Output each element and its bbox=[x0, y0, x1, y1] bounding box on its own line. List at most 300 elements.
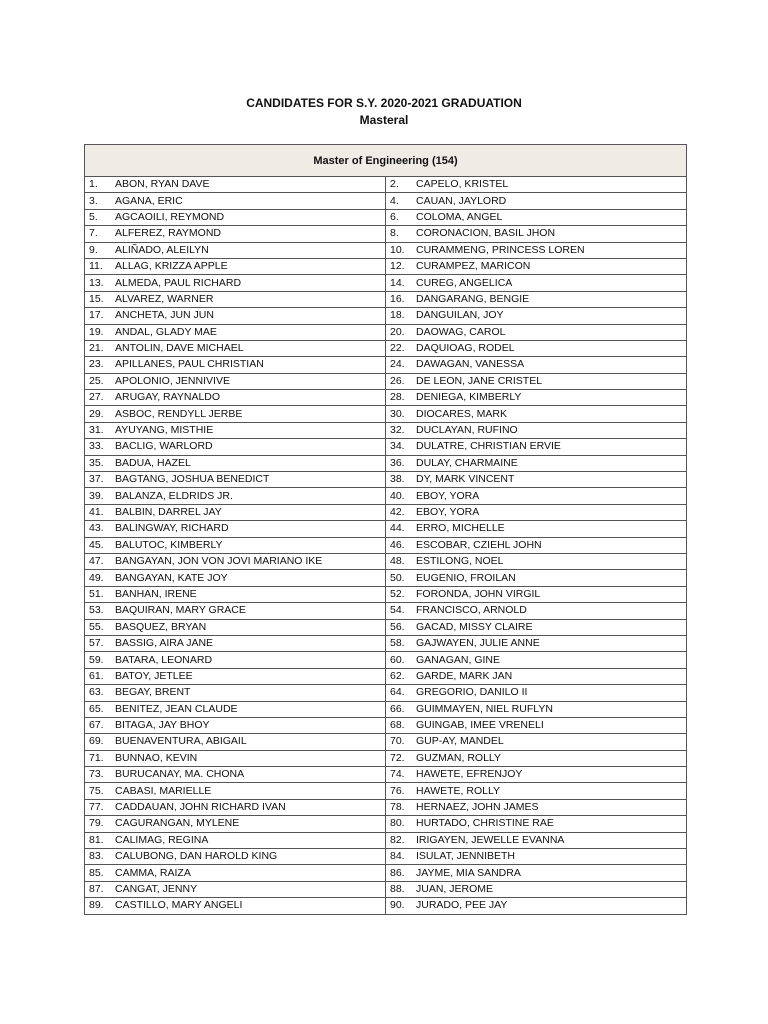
candidate-cell-right bbox=[386, 504, 687, 520]
candidate-number: 12. bbox=[390, 260, 405, 273]
table-row bbox=[85, 422, 687, 438]
candidate-name: BAQUIRAN, MARY GRACE bbox=[115, 604, 246, 617]
candidate-number: 80. bbox=[390, 817, 405, 830]
candidate-name: HAWETE, ROLLY bbox=[416, 784, 501, 797]
candidate-cell-right bbox=[386, 701, 687, 717]
candidate-cell-right bbox=[386, 570, 687, 586]
candidate-cell-right bbox=[386, 193, 687, 209]
candidate-number: 83. bbox=[89, 850, 104, 863]
candidate-name: CORONACION, BASIL JHON bbox=[416, 227, 556, 240]
candidate-name: BASQUEZ, BRYAN bbox=[115, 620, 207, 633]
table-row bbox=[85, 291, 687, 307]
candidate-number: 28. bbox=[390, 391, 405, 404]
candidate-name: DAQUIOAG, RODEL bbox=[416, 342, 515, 355]
candidate-cell-left bbox=[85, 209, 386, 225]
candidate-number: 7. bbox=[89, 227, 98, 240]
candidate-cell-left bbox=[85, 717, 386, 733]
candidate-name: BALBIN, DARREL JAY bbox=[115, 506, 222, 518]
table-row bbox=[85, 570, 687, 586]
candidate-cell-left bbox=[85, 406, 386, 422]
table-row bbox=[85, 816, 687, 832]
candidate-cell-right bbox=[386, 553, 687, 569]
candidate-name: CALIMAG, REGINA bbox=[115, 833, 209, 846]
candidate-cell-left bbox=[85, 783, 386, 799]
candidate-cell-left bbox=[85, 324, 386, 340]
candidate-name: EBOY, YORA bbox=[416, 489, 480, 502]
candidate-cell-right bbox=[386, 865, 687, 881]
candidate-cell-left bbox=[85, 685, 386, 701]
candidate-cell-left bbox=[85, 521, 386, 537]
candidate-cell-left bbox=[85, 390, 386, 406]
candidate-cell-left bbox=[85, 603, 386, 619]
candidate-cell-right bbox=[386, 422, 687, 438]
candidate-name: BADUA, HAZEL bbox=[115, 456, 191, 469]
candidate-name: CASTILLO, MARY ANGELI bbox=[115, 899, 243, 912]
table-row bbox=[85, 177, 687, 193]
candidate-number: 45. bbox=[89, 538, 104, 551]
candidate-name: HAWETE, EFRENJOY bbox=[416, 768, 523, 781]
table-row bbox=[85, 455, 687, 471]
candidate-number: 22. bbox=[390, 342, 405, 355]
candidate-cell-left bbox=[85, 586, 386, 602]
table-header-row bbox=[85, 145, 687, 177]
candidate-cell-right bbox=[386, 488, 687, 504]
candidate-name: JUAN, JEROME bbox=[416, 882, 494, 895]
candidate-number: 18. bbox=[390, 309, 405, 322]
table-row bbox=[85, 619, 687, 635]
candidate-cell-left bbox=[85, 357, 386, 373]
candidate-name: GUIMMAYEN, NIEL RUFLYN bbox=[416, 702, 553, 715]
candidate-cell-right bbox=[386, 455, 687, 471]
candidate-name: CURAMPEZ, MARICON bbox=[416, 260, 531, 273]
candidate-name: ERRO, MICHELLE bbox=[416, 522, 505, 535]
table-row bbox=[85, 603, 687, 619]
candidate-name: HERNAEZ, JOHN JAMES bbox=[416, 801, 539, 814]
candidate-cell-left bbox=[85, 422, 386, 438]
candidate-cell-left bbox=[85, 291, 386, 307]
candidate-cell-right bbox=[386, 357, 687, 373]
candidate-number: 54. bbox=[390, 604, 405, 617]
candidate-number: 70. bbox=[390, 735, 405, 748]
candidate-cell-right bbox=[386, 390, 687, 406]
candidate-cell-right bbox=[386, 635, 687, 651]
candidate-cell-left bbox=[85, 898, 386, 914]
candidate-cell-left bbox=[85, 635, 386, 651]
candidate-number: 77. bbox=[89, 801, 104, 814]
candidate-name: CADDAUAN, JOHN RICHARD IVAN bbox=[115, 801, 286, 814]
candidate-name: GUZMAN, ROLLY bbox=[416, 751, 501, 764]
candidate-number: 56. bbox=[390, 620, 405, 633]
candidate-number: 5. bbox=[89, 210, 98, 223]
candidate-name: CUREG, ANGELICA bbox=[416, 276, 513, 289]
table-row bbox=[85, 357, 687, 373]
candidate-number: 65. bbox=[89, 702, 104, 715]
candidate-number: 90. bbox=[390, 899, 405, 912]
table-row bbox=[85, 783, 687, 799]
candidate-name: ANDAL, GLADY MAE bbox=[115, 325, 217, 338]
candidate-name: BUENAVENTURA, ABIGAIL bbox=[115, 735, 247, 748]
document-title: CANDIDATES FOR S.Y. 2020-2021 GRADUATION bbox=[246, 96, 522, 110]
table-row bbox=[85, 308, 687, 324]
candidate-cell-left bbox=[85, 881, 386, 897]
candidate-number: 25. bbox=[89, 374, 104, 387]
candidate-name: AGANA, ERIC bbox=[115, 194, 183, 207]
candidate-name: BENITEZ, JEAN CLAUDE bbox=[115, 702, 238, 715]
candidate-cell-left bbox=[85, 308, 386, 324]
candidate-name: GARDE, MARK JAN bbox=[416, 669, 513, 682]
table-row bbox=[85, 504, 687, 520]
candidate-number: 41. bbox=[89, 506, 104, 518]
candidate-cell-right bbox=[386, 308, 687, 324]
candidate-cell-right bbox=[386, 652, 687, 668]
candidate-cell-right bbox=[386, 603, 687, 619]
candidate-number: 30. bbox=[390, 407, 405, 420]
table-row bbox=[85, 258, 687, 274]
candidate-name: EUGENIO, FROILAN bbox=[416, 571, 516, 584]
candidate-name: BANGAYAN, KATE JOY bbox=[115, 571, 228, 584]
candidate-number: 1. bbox=[89, 178, 98, 191]
candidate-cell-left bbox=[85, 799, 386, 815]
candidate-cell-left bbox=[85, 439, 386, 455]
candidate-name: ESCOBAR, CZIEHL JOHN bbox=[416, 538, 542, 551]
candidate-number: 33. bbox=[89, 440, 104, 453]
candidate-name: DULATRE, CHRISTIAN ERVIE bbox=[416, 440, 561, 453]
candidate-number: 47. bbox=[89, 555, 104, 568]
candidate-name: BATARA, LEONARD bbox=[115, 653, 213, 666]
candidate-number: 48. bbox=[390, 555, 405, 568]
candidate-number: 64. bbox=[390, 686, 405, 699]
table-row bbox=[85, 406, 687, 422]
candidate-name: COLOMA, ANGEL bbox=[416, 210, 503, 223]
table-row bbox=[85, 865, 687, 881]
candidate-number: 10. bbox=[390, 243, 405, 256]
table-row bbox=[85, 472, 687, 488]
candidate-cell-left bbox=[85, 849, 386, 865]
candidate-name: APILLANES, PAUL CHRISTIAN bbox=[115, 358, 264, 371]
table-row bbox=[85, 373, 687, 389]
table-row bbox=[85, 193, 687, 209]
candidate-cell-right bbox=[386, 242, 687, 258]
table-row bbox=[85, 701, 687, 717]
candidate-number: 34. bbox=[390, 440, 405, 453]
candidate-number: 75. bbox=[89, 784, 104, 797]
candidate-name: BATOY, JETLEE bbox=[115, 669, 193, 682]
table-row bbox=[85, 340, 687, 356]
table-row bbox=[85, 275, 687, 291]
candidate-number: 74. bbox=[390, 768, 405, 781]
candidate-cell-right bbox=[386, 849, 687, 865]
candidate-name: ANTOLIN, DAVE MICHAEL bbox=[115, 342, 244, 355]
candidate-name: CAPELO, KRISTEL bbox=[416, 178, 509, 191]
candidate-cell-right bbox=[386, 209, 687, 225]
candidate-cell-left bbox=[85, 832, 386, 848]
candidate-name: CAGURANGAN, MYLENE bbox=[115, 817, 240, 830]
candidate-number: 67. bbox=[89, 719, 104, 732]
candidate-number: 61. bbox=[89, 669, 104, 682]
candidate-name: CURAMMENG, PRINCESS LOREN bbox=[416, 243, 585, 256]
candidate-number: 78. bbox=[390, 801, 405, 814]
candidate-cell-right bbox=[386, 340, 687, 356]
candidate-number: 84. bbox=[390, 850, 405, 863]
candidate-name: HURTADO, CHRISTINE RAE bbox=[416, 817, 554, 830]
candidate-number: 26. bbox=[390, 374, 405, 387]
candidate-name: DAWAGAN, VANESSA bbox=[416, 358, 525, 371]
candidate-cell-right bbox=[386, 291, 687, 307]
candidate-name: ISULAT, JENNIBETH bbox=[416, 850, 515, 863]
candidate-number: 13. bbox=[89, 276, 104, 289]
candidate-name: CAUAN, JAYLORD bbox=[416, 194, 507, 207]
candidate-number: 37. bbox=[89, 473, 104, 486]
candidate-number: 9. bbox=[89, 243, 98, 256]
candidate-number: 2. bbox=[390, 178, 399, 191]
table-row bbox=[85, 652, 687, 668]
candidate-cell-left bbox=[85, 652, 386, 668]
table-row bbox=[85, 390, 687, 406]
candidate-number: 63. bbox=[89, 686, 104, 699]
candidate-cell-left bbox=[85, 767, 386, 783]
candidate-name: CALUBONG, DAN HAROLD KING bbox=[115, 850, 278, 863]
candidate-cell-left bbox=[85, 537, 386, 553]
table-row bbox=[85, 553, 687, 569]
table-row bbox=[85, 767, 687, 783]
table-row bbox=[85, 586, 687, 602]
candidate-name: ALLAG, KRIZZA APPLE bbox=[115, 260, 228, 273]
candidate-number: 44. bbox=[390, 522, 405, 535]
candidate-name: BACLIG, WARLORD bbox=[115, 440, 213, 453]
candidate-name: GANAGAN, GINE bbox=[416, 653, 501, 666]
candidate-number: 68. bbox=[390, 719, 405, 732]
table-row bbox=[85, 685, 687, 701]
candidate-cell-right bbox=[386, 783, 687, 799]
candidate-name: GUP-AY, MANDEL bbox=[416, 735, 504, 748]
table-row bbox=[85, 488, 687, 504]
candidate-cell-right bbox=[386, 717, 687, 733]
candidate-number: 36. bbox=[390, 456, 405, 469]
candidate-cell-left bbox=[85, 701, 386, 717]
candidate-cell-right bbox=[386, 324, 687, 340]
candidate-number: 55. bbox=[89, 620, 104, 633]
candidate-name: BALANZA, ELDRIDS JR. bbox=[115, 489, 233, 502]
candidate-number: 82. bbox=[390, 833, 405, 846]
candidate-cell-right bbox=[386, 586, 687, 602]
candidate-number: 40. bbox=[390, 489, 405, 502]
candidate-number: 76. bbox=[390, 784, 405, 797]
candidate-cell-right bbox=[386, 734, 687, 750]
candidate-name: IRIGAYEN, JEWELLE EVANNA bbox=[416, 833, 565, 846]
candidate-name: GUINGAB, IMEE VRENELI bbox=[416, 719, 544, 732]
candidate-name: BANHAN, IRENE bbox=[115, 587, 197, 600]
table-row bbox=[85, 849, 687, 865]
candidate-cell-right bbox=[386, 881, 687, 897]
candidate-number: 17. bbox=[89, 309, 104, 322]
candidate-name: BALUTOC, KIMBERLY bbox=[115, 538, 223, 551]
table-row bbox=[85, 209, 687, 225]
table-row bbox=[85, 881, 687, 897]
candidate-name: JURADO, PEE JAY bbox=[416, 899, 508, 912]
candidate-name: ANCHETA, JUN JUN bbox=[115, 309, 214, 322]
candidate-name: CAMMA, RAIZA bbox=[115, 866, 191, 879]
candidate-name: ALMEDA, PAUL RICHARD bbox=[115, 276, 242, 289]
candidate-name: ASBOC, RENDYLL JERBE bbox=[115, 407, 243, 420]
candidate-number: 69. bbox=[89, 735, 104, 748]
candidate-cell-left bbox=[85, 734, 386, 750]
candidate-cell-left bbox=[85, 258, 386, 274]
candidate-cell-left bbox=[85, 668, 386, 684]
table-row bbox=[85, 898, 687, 914]
candidate-cell-left bbox=[85, 340, 386, 356]
table-row bbox=[85, 226, 687, 242]
candidate-name: ALIÑADO, ALEILYN bbox=[115, 243, 209, 256]
candidate-cell-left bbox=[85, 242, 386, 258]
candidate-cell-left bbox=[85, 553, 386, 569]
candidate-number: 58. bbox=[390, 637, 405, 650]
candidate-number: 20. bbox=[390, 325, 405, 338]
candidate-number: 14. bbox=[390, 276, 405, 289]
candidate-name: BANGAYAN, JON VON JOVI MARIANO IKE bbox=[115, 555, 323, 568]
candidate-name: JAYME, MIA SANDRA bbox=[416, 866, 521, 879]
candidate-number: 49. bbox=[89, 571, 104, 584]
candidate-name: DANGUILAN, JOY bbox=[416, 309, 504, 322]
candidate-cell-left bbox=[85, 472, 386, 488]
candidate-number: 87. bbox=[89, 882, 104, 895]
candidate-name: GAJWAYEN, JULIE ANNE bbox=[416, 637, 540, 650]
candidate-name: CANGAT, JENNY bbox=[115, 882, 198, 895]
candidate-cell-right bbox=[386, 521, 687, 537]
candidate-number: 89. bbox=[89, 899, 104, 912]
candidate-name: GREGORIO, DANILO II bbox=[416, 686, 528, 699]
candidate-cell-right bbox=[386, 767, 687, 783]
candidate-name: BAGTANG, JOSHUA BENEDICT bbox=[115, 473, 270, 486]
candidate-number: 43. bbox=[89, 522, 104, 535]
candidate-number: 85. bbox=[89, 866, 104, 879]
candidate-number: 23. bbox=[89, 358, 104, 371]
table-body bbox=[85, 177, 687, 915]
candidate-number: 3. bbox=[89, 194, 98, 207]
candidate-number: 62. bbox=[390, 669, 405, 682]
candidate-cell-right bbox=[386, 177, 687, 193]
table-row bbox=[85, 717, 687, 733]
candidate-name: DAOWAG, CAROL bbox=[416, 325, 506, 338]
candidate-name: CABASI, MARIELLE bbox=[115, 784, 212, 797]
candidate-number: 59. bbox=[89, 653, 104, 666]
table-row bbox=[85, 521, 687, 537]
candidate-number: 46. bbox=[390, 538, 405, 551]
candidate-name: BALINGWAY, RICHARD bbox=[115, 522, 229, 535]
candidate-number: 50. bbox=[390, 571, 405, 584]
candidate-number: 88. bbox=[390, 882, 405, 895]
candidate-cell-left bbox=[85, 570, 386, 586]
candidate-number: 31. bbox=[89, 424, 104, 437]
candidate-cell-left bbox=[85, 816, 386, 832]
candidate-cell-left bbox=[85, 373, 386, 389]
candidate-number: 51. bbox=[89, 587, 104, 600]
candidate-name: DANGARANG, BENGIE bbox=[416, 292, 530, 305]
table-row bbox=[85, 734, 687, 750]
table-row bbox=[85, 750, 687, 766]
candidates-table bbox=[84, 144, 687, 915]
candidate-cell-left bbox=[85, 193, 386, 209]
candidate-number: 86. bbox=[390, 866, 405, 879]
candidate-cell-left bbox=[85, 275, 386, 291]
table-row bbox=[85, 832, 687, 848]
candidate-number: 39. bbox=[89, 489, 104, 502]
candidate-name: ALVAREZ, WARNER bbox=[115, 292, 214, 305]
candidate-number: 79. bbox=[89, 817, 104, 830]
candidate-cell-right bbox=[386, 685, 687, 701]
candidate-cell-right bbox=[386, 472, 687, 488]
candidate-number: 27. bbox=[89, 391, 104, 404]
candidate-number: 4. bbox=[390, 194, 399, 207]
candidate-cell-left bbox=[85, 177, 386, 193]
candidate-cell-right bbox=[386, 275, 687, 291]
table-row bbox=[85, 799, 687, 815]
candidate-number: 32. bbox=[390, 424, 405, 437]
candidate-name: ARUGAY, RAYNALDO bbox=[115, 391, 221, 404]
candidate-cell-right bbox=[386, 373, 687, 389]
candidate-name: DIOCARES, MARK bbox=[416, 407, 508, 420]
candidate-cell-left bbox=[85, 488, 386, 504]
candidate-name: ESTILONG, NOEL bbox=[416, 555, 504, 568]
candidate-name: BASSIG, AIRA JANE bbox=[115, 637, 214, 650]
table-row bbox=[85, 537, 687, 553]
candidate-name: AYUYANG, MISTHIE bbox=[115, 424, 214, 437]
candidate-name: DENIEGA, KIMBERLY bbox=[416, 391, 522, 404]
candidate-cell-right bbox=[386, 406, 687, 422]
candidate-cell-right bbox=[386, 668, 687, 684]
candidate-cell-right bbox=[386, 832, 687, 848]
candidate-cell-right bbox=[386, 816, 687, 832]
candidate-name: BUNNAO, KEVIN bbox=[115, 751, 198, 764]
candidate-number: 24. bbox=[390, 358, 405, 371]
candidate-number: 72. bbox=[390, 751, 405, 764]
candidate-cell-right bbox=[386, 439, 687, 455]
candidate-name: DUCLAYAN, RUFINO bbox=[416, 424, 518, 437]
candidate-name: BITAGA, JAY BHOY bbox=[115, 719, 210, 732]
candidate-cell-left bbox=[85, 455, 386, 471]
candidate-name: EBOY, YORA bbox=[416, 506, 480, 518]
candidate-number: 42. bbox=[390, 506, 405, 518]
table-row bbox=[85, 635, 687, 651]
table-row bbox=[85, 439, 687, 455]
candidate-number: 71. bbox=[89, 751, 104, 764]
candidate-name: BURUCANAY, MA. CHONA bbox=[115, 768, 245, 781]
candidate-cell-right bbox=[386, 226, 687, 242]
candidate-number: 16. bbox=[390, 292, 405, 305]
candidate-number: 6. bbox=[390, 210, 399, 223]
table-row bbox=[85, 324, 687, 340]
table-row bbox=[85, 242, 687, 258]
document-subtitle: Masteral bbox=[359, 113, 409, 127]
candidate-number: 66. bbox=[390, 702, 405, 715]
candidate-name: GACAD, MISSY CLAIRE bbox=[416, 620, 533, 633]
candidate-number: 81. bbox=[89, 833, 104, 846]
candidate-name: FRANCISCO, ARNOLD bbox=[416, 604, 527, 617]
candidate-number: 52. bbox=[390, 587, 405, 600]
candidate-number: 21. bbox=[89, 342, 104, 355]
candidate-cell-left bbox=[85, 226, 386, 242]
candidate-cell-right bbox=[386, 750, 687, 766]
table-row bbox=[85, 668, 687, 684]
candidate-number: 35. bbox=[89, 456, 104, 469]
candidate-name: ALFEREZ, RAYMOND bbox=[115, 227, 221, 240]
candidate-name: APOLONIO, JENNIVIVE bbox=[115, 374, 230, 387]
candidate-cell-left bbox=[85, 750, 386, 766]
candidate-name: DULAY, CHARMAINE bbox=[416, 456, 518, 469]
candidate-cell-left bbox=[85, 865, 386, 881]
candidate-cell-right bbox=[386, 537, 687, 553]
candidate-name: FORONDA, JOHN VIRGIL bbox=[416, 587, 541, 600]
candidate-number: 15. bbox=[89, 292, 104, 305]
